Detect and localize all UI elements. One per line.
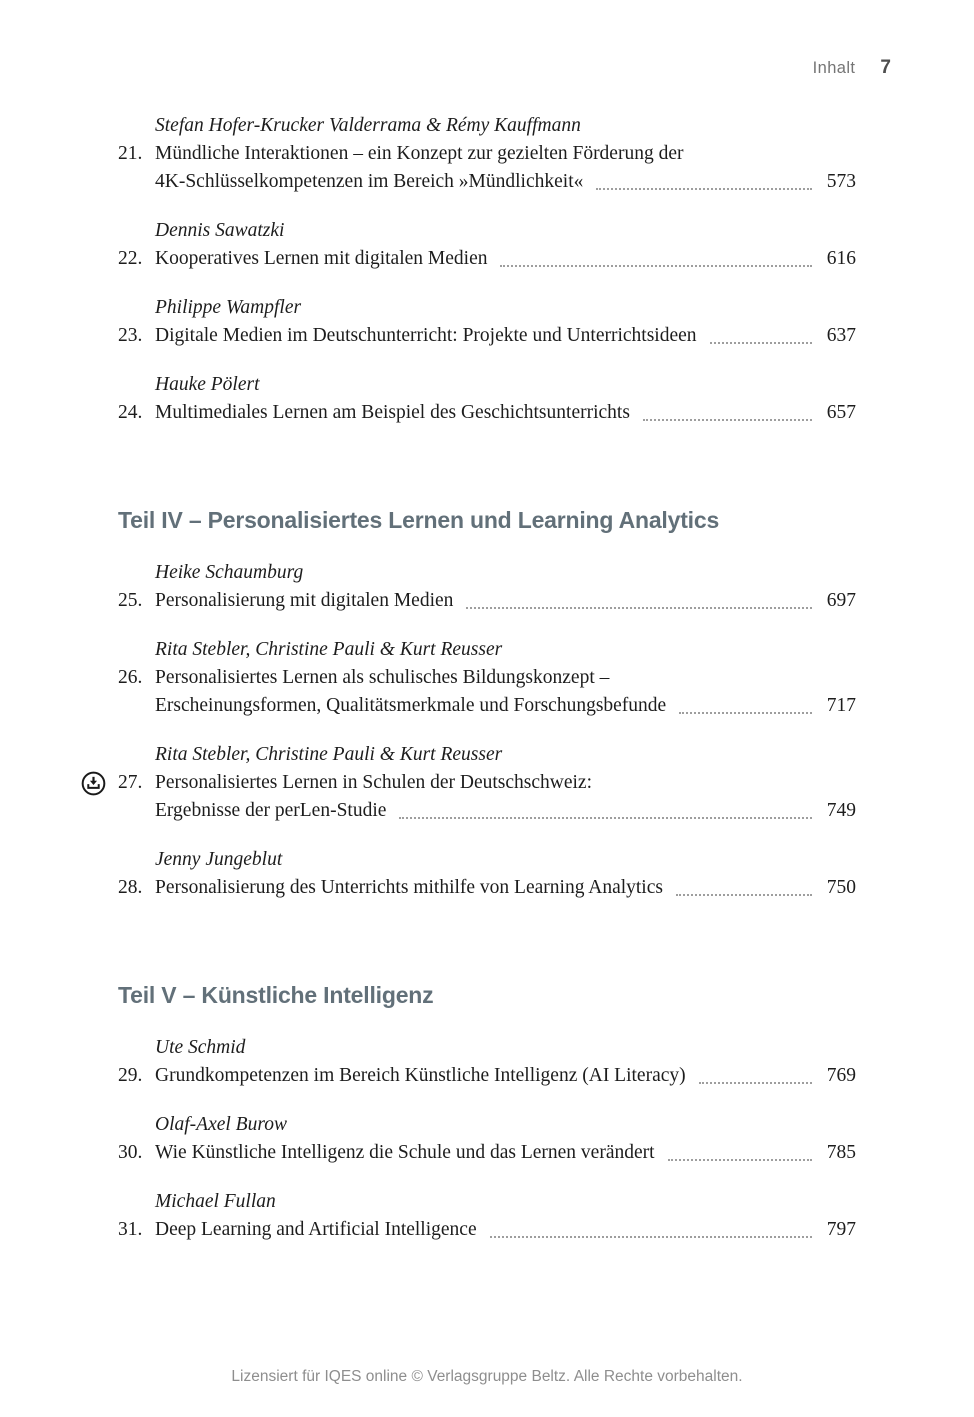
entry-page-number: 657: [826, 402, 856, 423]
entry-number: 25.: [118, 590, 143, 611]
toc-entry: [118, 1188, 856, 1244]
section-heading-teil-5: Teil V – Künstliche Intelligenz: [118, 982, 434, 1008]
entry-author: Philippe Wampfler: [155, 297, 302, 318]
entry-title-line: Personalisierung mit digitalen Medien: [155, 590, 454, 611]
entry-author: Heike Schaumburg: [155, 562, 304, 583]
dot-leader: [500, 265, 812, 267]
entry-author: Olaf-Axel Burow: [155, 1114, 287, 1135]
section-heading-teil-4: Teil IV – Personalisiertes Lernen und Learning Analytics: [118, 507, 720, 533]
toc-entry: [118, 741, 856, 825]
dot-leader: [676, 894, 812, 896]
entry-number: 28.: [118, 877, 143, 898]
entry-author: Hauke Pölert: [155, 374, 260, 395]
dot-leader: [643, 419, 812, 421]
header-page-number: 7: [880, 57, 891, 78]
entry-author: Dennis Sawatzki: [155, 220, 285, 241]
toc-entry: [118, 217, 856, 273]
dot-leader: [490, 1236, 812, 1238]
header-section-label: Inhalt: [812, 59, 856, 77]
dot-leader: [699, 1082, 812, 1084]
entry-page-number: 769: [826, 1065, 856, 1086]
entry-title-line: Personalisiertes Lernen in Schulen der Deutschschweiz:: [155, 772, 592, 793]
entry-number: 21.: [118, 143, 143, 164]
entry-number: 22.: [118, 248, 143, 269]
dot-leader: [399, 817, 812, 819]
entry-page-number: 637: [826, 325, 856, 346]
entry-page-number: 797: [826, 1219, 856, 1240]
entry-number: 27.: [118, 772, 143, 793]
entry-title-line: Multimediales Lernen am Beispiel des Geschichtsunterrichts: [155, 402, 630, 423]
entry-title-line: Digitale Medien im Deutschunterricht: Projekte und Unterrichtsideen: [155, 325, 697, 346]
entry-page-number: 785: [826, 1142, 856, 1163]
entry-title-line: Grundkompetenzen im Bereich Künstliche Intelligenz (AI Literacy): [155, 1065, 686, 1086]
toc-entry: [118, 559, 856, 615]
entry-title-line: Deep Learning and Artificial Intelligence: [155, 1219, 477, 1240]
entry-author: Rita Stebler, Christine Pauli & Kurt Reusser: [155, 744, 503, 765]
entry-number: 30.: [118, 1142, 143, 1163]
toc-entry: [118, 636, 856, 720]
entry-page-number: 717: [826, 695, 856, 716]
dot-leader: [679, 712, 812, 714]
entry-page-number: 697: [826, 590, 856, 611]
entry-author: Jenny Jungeblut: [155, 849, 283, 870]
dot-leader: [668, 1159, 812, 1161]
entry-title-line: Personalisiertes Lernen als schulisches Bildungskonzept –: [155, 667, 610, 688]
toc-entry: [118, 846, 856, 902]
entry-number: 23.: [118, 325, 143, 346]
entry-page-number: 749: [826, 800, 856, 821]
dot-leader: [466, 607, 812, 609]
entry-title-line: Erscheinungsformen, Qualitätsmerkmale und Forschungsbefunde: [155, 695, 667, 716]
toc-content: [118, 0, 856, 1265]
entry-title-line: Personalisierung des Unterrichts mithilfe von Learning Analytics: [155, 877, 663, 898]
entry-page-number: 750: [826, 877, 856, 898]
entry-author: Michael Fullan: [155, 1191, 276, 1212]
entry-author: Stefan Hofer-Krucker Valderrama & Rémy Kauffmann: [155, 115, 581, 136]
entry-title-line: Ergebnisse der perLen-Studie: [155, 800, 387, 821]
dot-leader: [710, 342, 812, 344]
entry-title-line: Kooperatives Lernen mit digitalen Medien: [155, 248, 488, 269]
entry-number: 26.: [118, 667, 143, 688]
entry-author: Rita Stebler, Christine Pauli & Kurt Reusser: [155, 639, 503, 660]
entry-number: 31.: [118, 1219, 143, 1240]
toc-entry: [118, 1034, 856, 1090]
entry-title-line: Mündliche Interaktionen – ein Konzept zur gezielten Förderung der: [155, 143, 684, 164]
toc-entry: [118, 1111, 856, 1167]
toc-entry: [118, 112, 856, 196]
entry-page-number: 616: [826, 248, 856, 269]
entry-title-line: 4K-Schlüsselkompetenzen im Bereich »Mündlichkeit«: [155, 171, 584, 192]
entry-title-line: Wie Künstliche Intelligenz die Schule und das Lernen verändert: [155, 1142, 655, 1163]
entry-page-number: 573: [826, 171, 856, 192]
toc-entry: [118, 294, 856, 350]
entry-number: 24.: [118, 402, 143, 423]
license-footer: Lizensiert für IQES online © Verlagsgruppe Beltz. Alle Rechte vorbehalten.: [231, 1368, 743, 1385]
entry-number: 29.: [118, 1065, 143, 1086]
toc-entry: [118, 371, 856, 427]
dot-leader: [596, 188, 812, 190]
download-circle-icon[interactable]: [81, 771, 106, 796]
entry-author: Ute Schmid: [155, 1037, 246, 1058]
